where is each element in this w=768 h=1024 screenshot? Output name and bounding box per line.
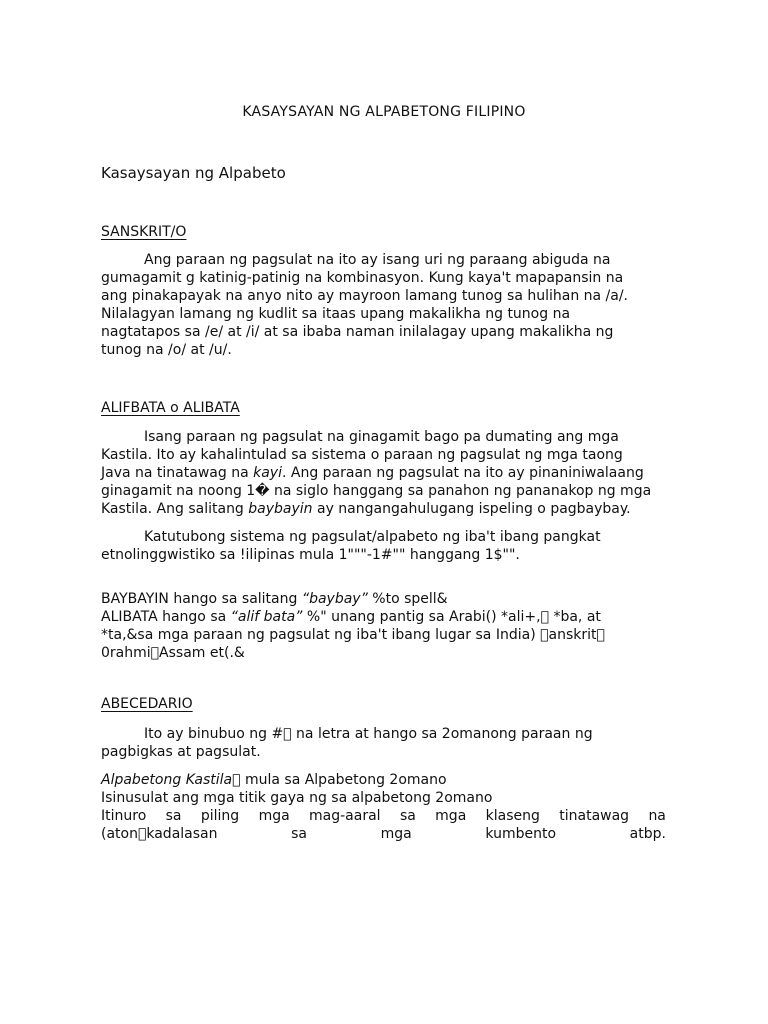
justified-line-last bbox=[101, 825, 666, 843]
text-fragment: ay nangangahulugang ispeling o pagbaybay. bbox=[312, 501, 631, 517]
word: mga bbox=[258, 808, 290, 824]
text-line: Ito ay binubuo ng #  na letra at hango sa 2omanong paraan ng bbox=[144, 726, 593, 742]
word: kumbento bbox=[485, 826, 557, 842]
text-fragment: BAYBAYIN hango sa salitang bbox=[101, 591, 302, 607]
word: tinatawag bbox=[559, 808, 630, 824]
text-line: Ang paraan ng pagsulat na ito ay isang uri ng paraang abiguda na bbox=[144, 252, 611, 268]
text-line: 0rahmi Assam et(.& bbox=[101, 645, 245, 661]
text-line: Isinusulat ang mga titik gaya ng sa alpabetong 2omano bbox=[101, 790, 493, 806]
text-line: ginagamit na noong 1� na siglo hanggang sa panahon ng pananakop ng mga bbox=[101, 483, 652, 499]
text-fragment: %to spell& bbox=[367, 591, 448, 607]
text-line: Kastila. Ito ay kahalintulad sa sistema o paraan ng pagsulat ng mga taong bbox=[101, 447, 623, 463]
word: sa bbox=[165, 808, 182, 824]
italic-term-alif-bata: “alif bata” bbox=[230, 609, 303, 625]
text-fragment: %" unang pantig sa Arabi() *ali+,  *ba, at bbox=[302, 609, 601, 625]
text-fragment: Java na tinatawag na bbox=[101, 465, 254, 481]
text-line: ang pinakapayak na anyo nito ay mayroon lamang tunog sa hulihan na /a/. bbox=[101, 288, 629, 304]
text-fragment: Kastila. Ang salitang bbox=[101, 501, 249, 517]
word: (aton kadalasan bbox=[101, 826, 218, 842]
word: sa bbox=[291, 826, 308, 842]
italic-term-kayi: kayi bbox=[253, 465, 282, 481]
text-line: gumagamit g katinig-patinig na kombinasyon. Kung kaya't mapapansin na bbox=[101, 270, 624, 286]
text-line: etnolinggwistiko sa !ilipinas mula 1"""-1#"" hanggang 1$"". bbox=[101, 547, 520, 563]
text-line: Nilalagyan lamang ng kudlit sa itaas upang makalikha ng tunog na bbox=[101, 306, 571, 322]
text-line: Isang paraan ng pagsulat na ginagamit bago pa dumating ang mga bbox=[144, 429, 619, 445]
section-subtitle: Kasaysayan ng Alpabeto bbox=[101, 164, 286, 182]
heading-alibata: ALIFBATA o ALIBATA bbox=[101, 400, 240, 416]
word: atbp. bbox=[629, 826, 666, 842]
word: mga bbox=[435, 808, 467, 824]
word: Itinuro bbox=[101, 808, 147, 824]
heading-sanskrito: SANSKRIT/O bbox=[101, 224, 187, 240]
italic-term-baybayin: baybayin bbox=[248, 501, 313, 517]
word: piling bbox=[200, 808, 240, 824]
italic-term-alpabetong-kastila: Alpabetong Kastila  bbox=[101, 772, 241, 788]
word: mag-aaral bbox=[309, 808, 381, 824]
text-fragment: ALIBATA hango sa bbox=[101, 609, 231, 625]
text-line: pagbigkas at pagsulat. bbox=[101, 744, 261, 760]
word: klaseng bbox=[485, 808, 540, 824]
word: na bbox=[648, 808, 666, 824]
text-line: nagtatapos sa /e/ at /i/ at sa ibaba naman inilalagay upang makalikha ng bbox=[101, 324, 614, 340]
text-fragment: . Ang paraan ng pagsulat na ito ay pinaniniwalaang bbox=[281, 465, 644, 481]
text-line: tunog na /o/ at /u/. bbox=[101, 342, 232, 358]
italic-term-baybay: “baybay” bbox=[301, 591, 368, 607]
justified-line-itinuro bbox=[101, 807, 666, 825]
word: mga bbox=[380, 826, 412, 842]
text-line: *ta,&sa mga paraan ng pagsulat ng iba't ibang lugar sa India)  anskrit  bbox=[101, 627, 605, 643]
text-fragment: mula sa Alpabetong 2omano bbox=[240, 772, 447, 788]
document-title: KASAYSAYAN NG ALPABETONG FILIPINO bbox=[242, 104, 526, 120]
text-line: Katutubong sistema ng pagsulat/alpabeto ng iba't ibang pangkat bbox=[144, 529, 601, 545]
word: sa bbox=[399, 808, 416, 824]
heading-abecedario: ABECEDARIO bbox=[101, 696, 193, 712]
